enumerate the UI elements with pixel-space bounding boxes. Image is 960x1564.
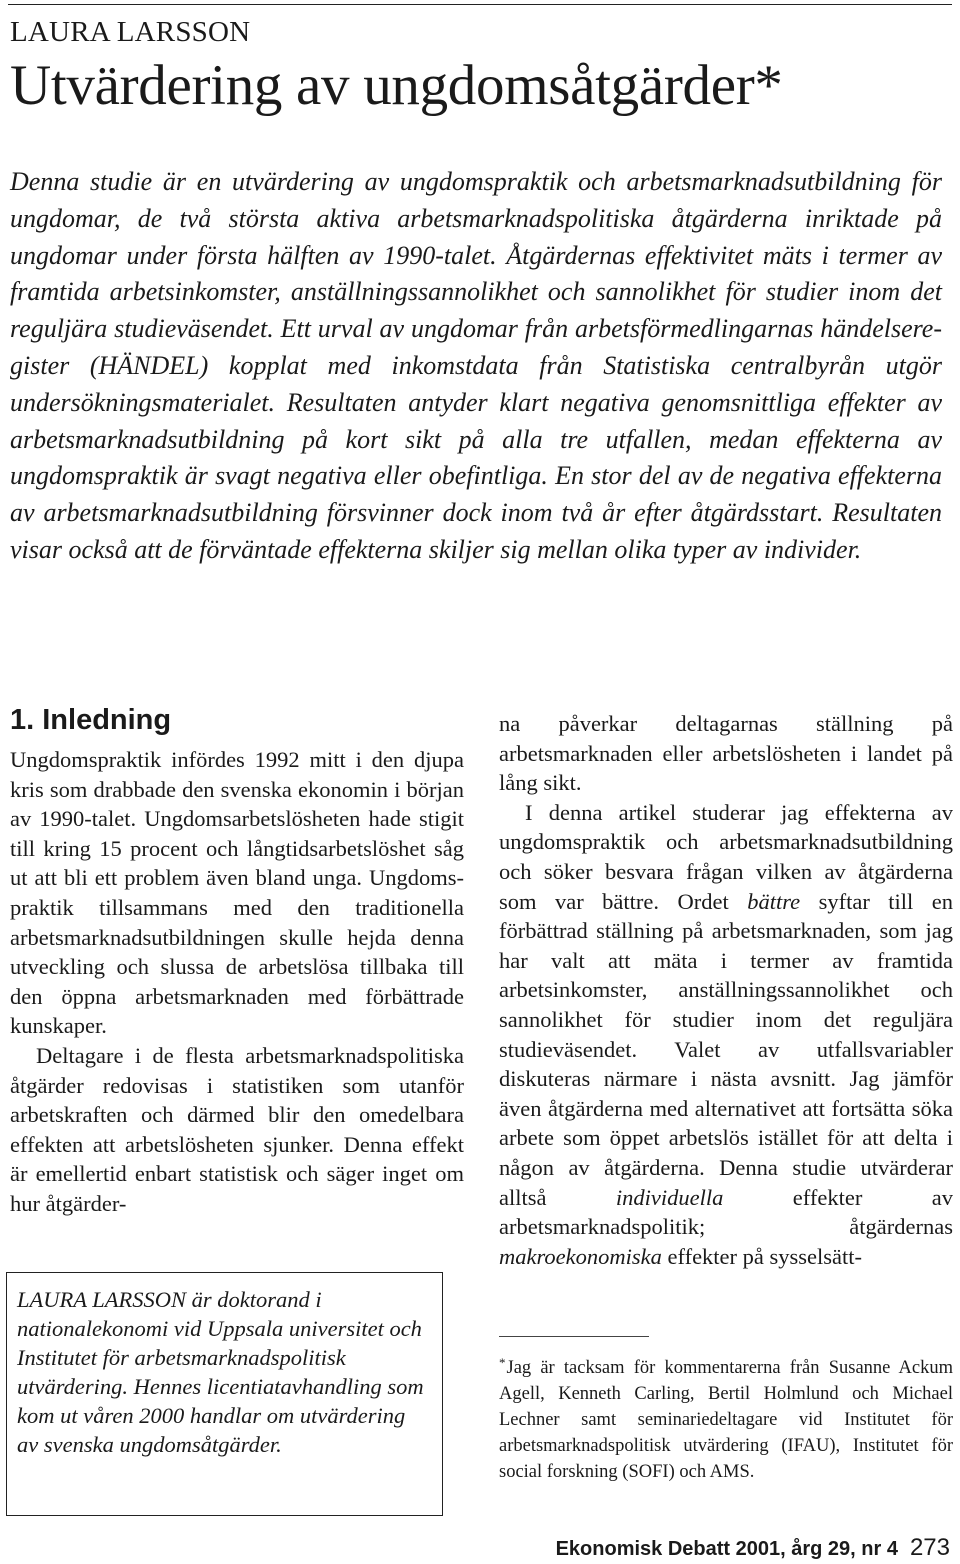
author-bio: LAURA LARSSON är doktorand i nationalekonomi vid Uppsala universitet och Institutet för arbetsmarknadspolitisk utvärdering. Hennes licentiatavhandling som kom ut våren 2000 handlar om utvärdering av svenska ungdomsåtgärder. (17, 1287, 424, 1457)
footnote-text: Jag är tacksam för kommentarerna från Susanne Ackum Agell, Kenneth Carling, Bertil Holmlund och Michael Lechner samt seminariedeltagare vid Institutet för arbetsmarknadspolitisk utvärdering (IFAU), Institutet för social forskning (SOFI) och AMS. (499, 1358, 953, 1482)
paragraph-participants: Deltagare i de flesta arbetsmarknadspolitiska åtgärder redovisas i statistiken som utanför arbetskraften och därmed blir den omedelbara effekten att arbetslösheten sjunker. Denna effekt är emellertid enbart statistisk och säger inget om hur åtgärder- (10, 1042, 464, 1216)
paragraph-continuation: na påverkar deltagarnas ställning på arbetsmarknaden eller arbetslösheten i landet på lång sikt. (499, 711, 953, 796)
paragraph-study-aim: I denna artikel studerar jag effekterna av ungdomspraktik och arbetsmarknadsutbildning och söker besvara frågan vilken av åtgärderna som var bättre. Ordet bättre syftar till en förbättrad ställning på arbetsmarknaden, som jag har valt att mäta i termer av framtida arbetsinkomster, anställningssannolikhet och sannolikhet för studier inom det reguljära studieväsendet. Valet av utfallsvariabler diskuteras närmare i nästa avsnitt. Jag jämför även åtgärderna med alternativet att fortsätta söka arbete som öppet arbetslös istället för att delta i någon av åtgärderna. Denna studie utvärderar alltså individuella effekter av arbetsmarknadspolitik; åtgärdernas makroekonomiska effekter på sysselsätt- (499, 799, 953, 1269)
footnote-marker: * (499, 1355, 506, 1370)
author-name: LAURA LARSSON (10, 16, 251, 48)
section-heading: 1. Inledning (10, 704, 172, 736)
footnote-rule (499, 1336, 649, 1337)
abstract: Denna studie är en utvärdering av ungdomspraktik och arbetsmarknadsutbildning för ungdomar, de två största aktiva arbetsmarknadspolitiska åtgärderna inriktade på ungdomar under första hälften av 1990-talet. Åtgärdernas effektivitet mäts i termer av framtida arbetsinkomster, anställningssannolikhet och sannolikhet för studier inom det reguljära studieväsendet. Ett urval av ungdomar från arbetsförmedlingarnas händelseregister (HÄNDEL) kopplat med inkomstdata från Statistiska centralbyrån utgör undersökningsmaterialet. Resultaten antyder klart negativa genomsnittliga effekter av arbetsmarknadsutbildning på kort sikt på alla tre utfallen, medan effekterna av ungdomspraktik är svagt negativa eller obefintliga. En stor del av de negativa effekterna av arbetsmarknadsutbildning försvinner dock inom två år efter åtgärdsstart. Resultaten visar också att de förväntade effekterna skiljer sig mellan olika typer av individer. (10, 167, 942, 564)
emphasis-battre: bättre (747, 888, 801, 914)
emphasis-individuella: individuella (615, 1184, 724, 1210)
top-rule (8, 4, 952, 5)
article-title: Utvärdering av ungdomsåtgärder* (10, 54, 783, 117)
left-column (10, 706, 464, 1219)
author-bio-box (6, 1272, 443, 1516)
page-number: 273 (909, 1534, 950, 1561)
right-column (499, 709, 953, 1271)
paragraph-intro: Ungdomspraktik infördes 1992 mitt i den djupa kris som drabbade den svenska ekonomin i början av 1990-talet. Ungdomsarbetslösheten hade stigit till kring 15 procent och långtidsarbetslöshet såg ut att bli ett problem även bland unga. Ungdomspraktik tillsammans med den traditionella arbetsmarknadsutbildningen skulle hejda denna utveckling och slussa de arbetslösa tillbaka till den öppna arbetsmarknaden med förbättrade kunskaper. (10, 747, 464, 1039)
emphasis-makroekonomiska: makroekonomiska (499, 1243, 662, 1269)
journal-citation: Ekonomisk Debatt 2001, årg 29, nr 4 (555, 1538, 898, 1560)
footnote (499, 1350, 953, 1485)
page-footer (556, 1534, 950, 1562)
